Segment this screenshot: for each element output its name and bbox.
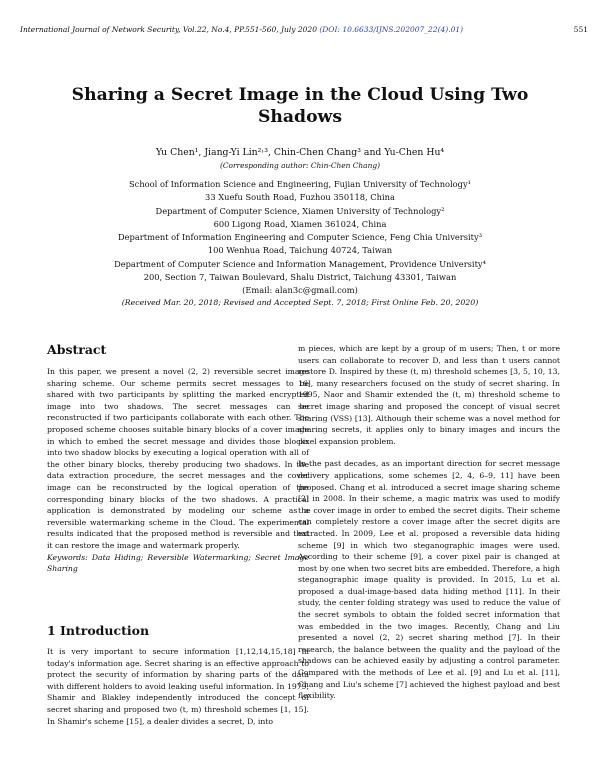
keywords: Keywords: Data Hiding; Reversible Watermarking; Secret Image Sharing bbox=[47, 552, 309, 574]
affiliation-line: Department of Computer Science, Xiamen University of Technology² bbox=[155, 205, 445, 216]
introduction-heading: 1 Introduction bbox=[47, 623, 150, 638]
affiliation-line: 33 Xuefu South Road, Fuzhou 350118, China bbox=[205, 192, 395, 203]
email-line: (Email: alan3c@gmail.com) bbox=[242, 285, 358, 296]
affiliation-line: Department of Information Engineering and Computer Science, Feng Chia University³ bbox=[117, 232, 483, 243]
page-number: 551 bbox=[573, 25, 588, 34]
affiliation-line: 100 Wenhua Road, Taichung 40724, Taiwan bbox=[207, 245, 393, 256]
intro-column bbox=[47, 646, 309, 727]
right-column bbox=[298, 343, 560, 702]
body-paragraph: m pieces, which are kept by a group of m users; Then, t or more users can collaborate to recover D, and less than t users cannot restore D. Inspired by these (t, m) threshold schemes [3, 5, 10, 13, 16], many researchers focused on the study of secret sharing. In 1995, Naor and Shamir extended the (t, m) threshold scheme to secret image sharing and proposed the concept of visual secret sharing (VSS) [13]. Although their scheme was a novel method for sharing secrets, it applies only to binary images and incurs the pixel expansion problem. bbox=[298, 344, 560, 446]
intro-paragraph: It is very important to secure information [1,12,14,15,18] in today's information age. Secret sharing is an effective approach to protect the security of information by sharing parts of the data with different holders to avoid leaking useful information. In 1979, Shamir and Blakley independently introduced the concept of secret sharing and proposed two (t, m) threshold schemes [1, 15]. In Shamir's scheme [15], a dealer divides a secret, D, into bbox=[47, 647, 309, 726]
affiliation-line: 200, Section 7, Taiwan Boulevard, Shalu District, Taichung 43301, Taiwan bbox=[143, 272, 457, 283]
author-list: Yu Chen¹, Jiang-Yi Lin²˒³, Chin-Chen Chang³ and Yu-Chen Hu⁴ bbox=[155, 147, 445, 158]
affiliation-line: School of Information Science and Engineering, Fujian University of Technology¹ bbox=[128, 179, 472, 189]
affiliation-line: Department of Computer Science and Information Management, Providence University⁴ bbox=[114, 258, 486, 269]
doi-link[interactable]: (DOI: 10.6633/IJNS.202007_22(4).01) bbox=[319, 25, 464, 34]
corresponding-author: (Corresponding author: Chin-Chen Chang) bbox=[220, 161, 380, 170]
affiliation-line: 600 Ligong Road, Xiamen 361024, China bbox=[213, 218, 387, 229]
abstract-text: In this paper, we present a novel (2, 2) reversible secret image sharing scheme. Our scheme permits secret messages to be shared with two participants by splitting the marked encrypted image into two shadows. The secret messages can be reconstructed if two participants collaborate with each other. The proposed scheme chooses suitable binary blocks of a cover image in which to embed the secret message and divides those blocks into two shadow blocks by executing a logical operation with all of the other binary blocks, thereby producing two shadows. In the data extraction procedure, the secret messages and the cover image can be reconstructed by the logical operation of the corresponding binary blocks of the two shadows. A practical application is demonstrated by modeling our scheme as a reversible watermarking scheme in the Cloud. The experimental results indicated that the proposed method is reversible and that it can restore the image and watermark properly. bbox=[47, 367, 309, 550]
publication-dates: (Received Mar. 20, 2018; Revised and Accepted Sept. 7, 2018; First Online Feb. 20, 2020) bbox=[121, 298, 479, 307]
journal-citation: International Journal of Network Security, Vol.22, No.4, PP.551-560, July 2020 (DOI: 10.6633/IJNS.202007_22(4).01) bbox=[20, 25, 464, 34]
paper-title: Sharing a Secret Image in the Cloud Using Two Shadows bbox=[71, 85, 529, 127]
affiliations bbox=[20, 178, 580, 298]
abstract-heading: Abstract bbox=[47, 342, 107, 357]
abstract-column bbox=[47, 366, 309, 575]
running-header bbox=[20, 25, 588, 39]
body-paragraph: In the past decades, as an important direction for secret message delivery applications, some schemes [2, 4, 6–9, 11] have been proposed. Chang et al. introduced a secret image sharing scheme [2] in 2008. In their scheme, a magic matrix was used to modify the cover image in order to embed the secret digits. Their scheme can completely restore a cover image after the secret digits are extracted. In 2009, Lee et al. proposed a reversible data hiding scheme [9] in which two steganographic images were used. According to their scheme [9], a cover pixel pair is changed at most by one when two secret bits are embedded. Therefore, a high steganographic image quality is provided. In 2015, Lu et al. proposed a dual-image-based data hiding method [11]. In their study, the center folding strategy was used to reduce the value of the secret symbols to obtain the folded secret information that was embedded in the two images. Recently, Chang and Liu presented a novel (2, 2) secret sharing method [7]. In their research, the balance between the quality and the payload of the shadows can be achieved easily by adjusting a control parameter. Compared with the methods of Lee et al. [9] and Lu et al. [11], Chang and Liu's scheme [7] achieved the highest payload and best flexibility. bbox=[298, 459, 560, 701]
